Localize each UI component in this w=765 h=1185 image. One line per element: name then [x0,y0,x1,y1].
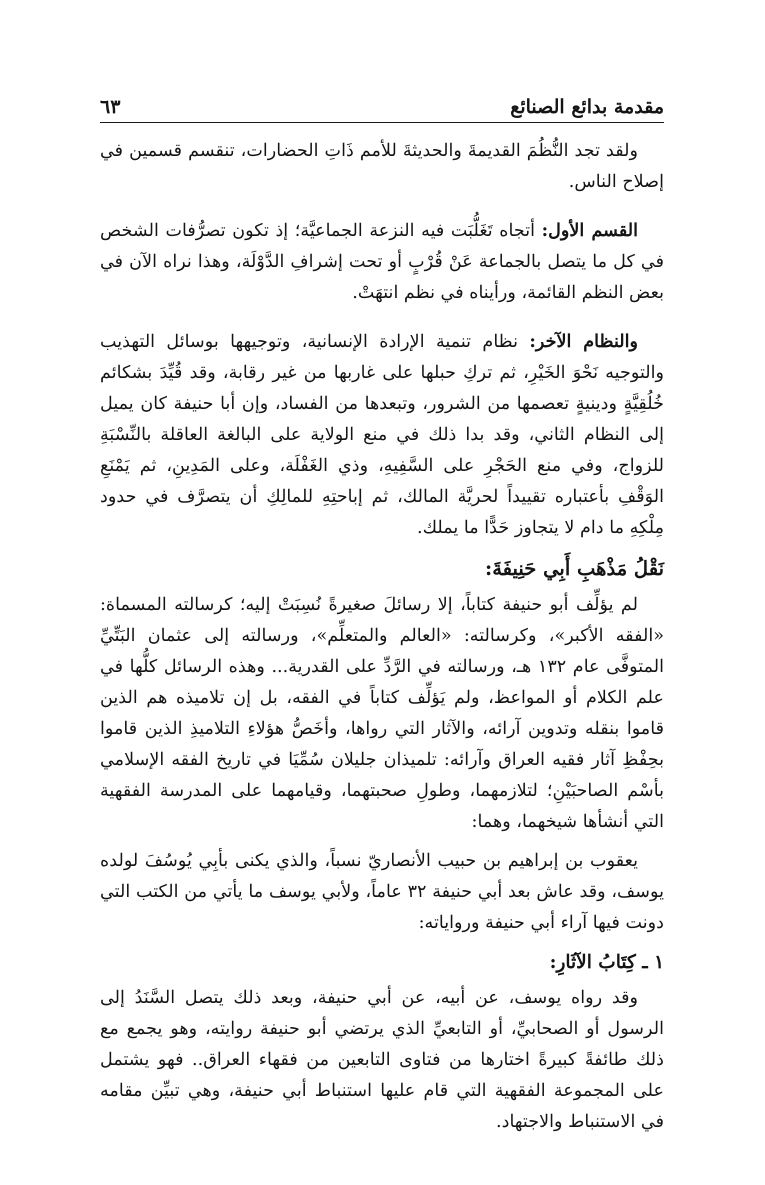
subsection-heading: ١ ـ كِتَابُ الآثَارِ: [549,952,664,973]
first-system-text: أتجاه تَغَلُّبَت فيه النزعة الجماعيَّة؛ إذ تكون تصرُّفات الشخص في كل ما يتصل بالجماعة عَنْ قُرْبٍ أو تحت إشرافِ الدَّوْلَة، وهذا نراه الآن في بعض النظم القائمة، ورأيناه في نظم انتهَتْ. [100,221,664,303]
second-system-lead: والنظام الآخر: [529,331,639,352]
abu-yusuf-paragraph: يعقوب بن إبراهيم بن حبيب الأنصاريّ نسباً، والذي يكنى بأبِي يُوسُفَ لولده يوسف، وقد عاش بعد أبي حنيفة ٣٢ عاماً، ولأبي يوسف ما يأتي من الكتب التي دونت فيها آراء أبي حنيفة ورواياته: [100,851,664,933]
first-system-lead: القسم الأول: [541,220,639,241]
section-heading: نَقْلُ مَذْهَبِ أَبِي حَنِيفَةَ: [485,557,664,580]
intro-paragraph: ولقد تجد النُّظُمَ القديمةَ والحديثةَ للأمم ذَاتِ الحضارات، تنقسم قسمين في إصلاح الناس. [100,141,664,192]
second-system-paragraph [100,326,664,544]
kitab-al-athar-paragraph: وقد رواه يوسف، عن أبيه، عن أبي حنيفة، وبعد ذلك يتصل السَّنَدُ إلى الرسول أو الصحابيِّ، أو التابعيِّ الذي يرتضي أبو حنيفة روايته، وهو يجمع مع ذلك طائفةً كبيرةً اختارها من فتاوى التابعين من فقهاء العراق.. فهو يشتمل على المجموعة الفقهية التي قام عليها استنباط أبي حنيفة، وهي تبيِّن مقامه في الاستنباط والاجتهاد. [100,988,664,1132]
transmission-paragraph: لم يؤلِّف أبو حنيفة كتاباً، إلا رسائلَ صغيرةً نُسِبَتْ إليه؛ كرسالته المسماة: «الفقه الأكبر»، وكرسالته: «العالم والمتعلِّم»، ورسالته إلى عثمان البَتِّيِّ المتوفَّى عام ١٣٢ هـ، ورسالته في الرَّدِّ على القدرية... وهذه الرسائل كلُّها في علم الكلام أو المواعظ، ولم يَؤلِّف كتاباً في الفقه، بل إن تلاميذه هم الذين قاموا بنقله وتدوين آرائه، والآثار التي رواها، وأخَصُّ هؤلاءِ التلاميذِ الذين قاموا بحِفْظِ آثار فقيه العراق وآرائه: تلميذان جليلان سُمِّيَا في تاريخ الفقه الإسلامي بأسْم الصاحبَيْنِ؛ لتلازمهما، وطولِ صحبتهما، وقيامهما على المدرسة الفقهية التي أنشأها شيخهما، وهما: [100,595,664,832]
page-body [100,136,664,1138]
page-number: ٦٣ [100,96,121,118]
second-system-text: نظام تنمية الإرادة الإنسانية، وتوجيهها بوسائل التهذيب والتوجيه نَحْوَ الخَيْرِ، ثم تركِ حبلها على غاربها من غير رقابة، وقد قُيِّدَ بشكائم خُلُقِيَّةٍ ودينيةٍ تعصمها من الشرور، وتبعدها من الفساد، وإن أبا حنيفة كان يميل إلى النظام الثاني، وقد بدا ذلك في منع الولاية على البالغة العاقلة بالنِّسْبَةِ للزواج، وفي منع الحَجْرِ على السَّفِيهِ، وذي الغَفْلَة، وعلى المَدِينِ، ثم يَمْنَعِ الوَقْفِ بأعتباره تقييداً لحريَّة المالك، ثم إباحتِهِ للمالِكِ أن يتصرَّف في حدود مِلْكِهِ ما دام لا يتجاوز حَدًّا ما يملك. [100,332,664,538]
first-system-paragraph [100,215,664,309]
running-title: مقدمة بدائع الصنائع [510,96,664,118]
page-header [100,86,664,123]
